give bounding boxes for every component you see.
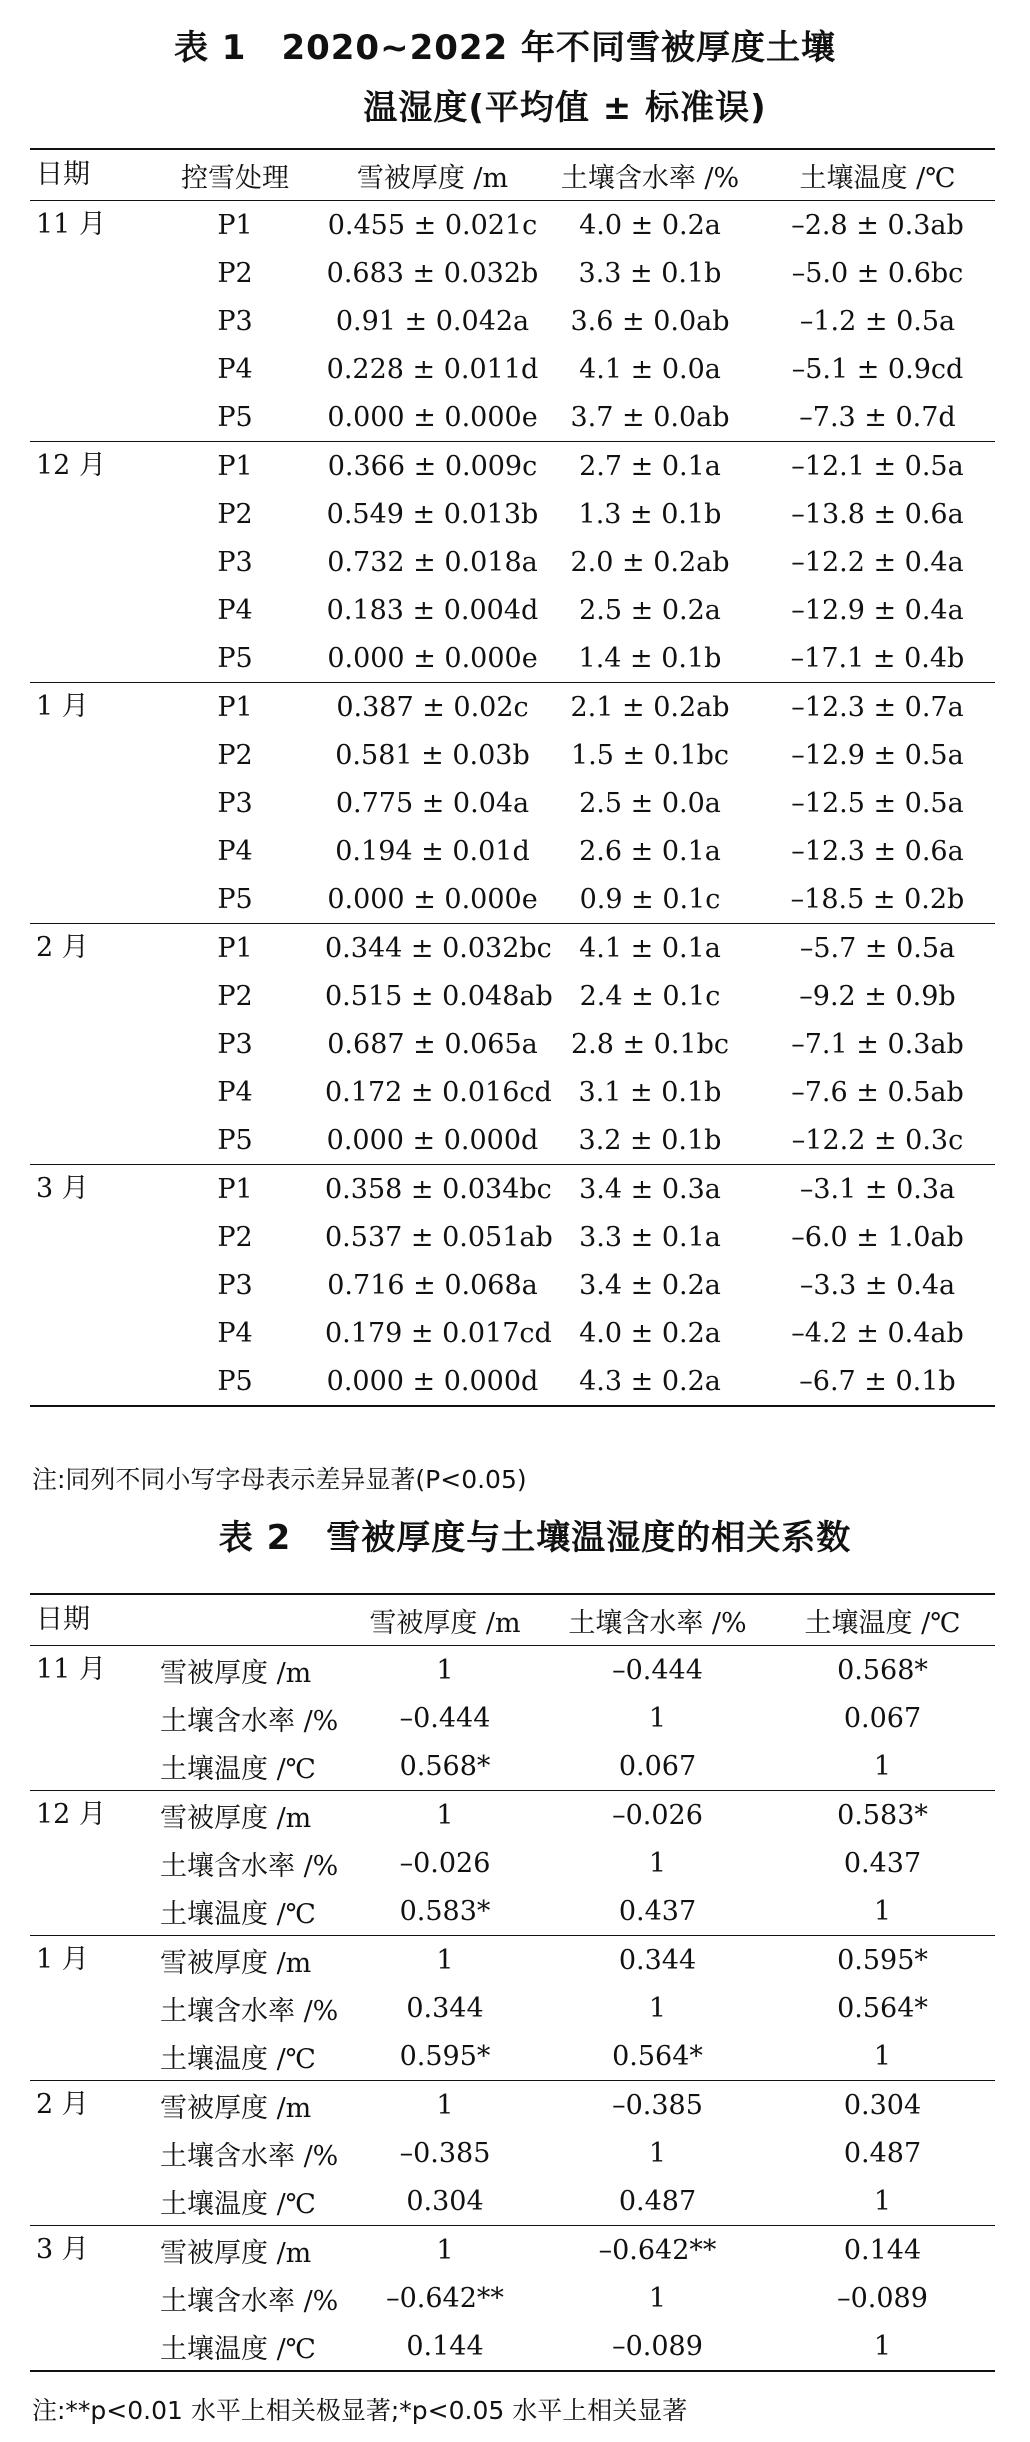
- table2-month-spacer: [30, 2274, 130, 2322]
- table2-cell-col1: 土壤含水率 /%: [160, 2140, 339, 2172]
- table1-cell-col2: 0.687 ± 0.065a: [327, 1028, 538, 1060]
- table2-body: [30, 1646, 995, 2372]
- table1-cell-col1: P2: [217, 739, 253, 771]
- table1-cell-col1: P4: [217, 1076, 253, 1108]
- table1-cell-col1: P5: [217, 883, 253, 915]
- table2-cell-col4: 1: [873, 2040, 892, 2072]
- table2-cell-col3: 1: [648, 2137, 667, 2169]
- table2-cell-col1: 雪被厚度 /m: [160, 1947, 312, 1979]
- table1-row: [30, 683, 995, 732]
- table2-cell-col1: 土壤温度 /℃: [160, 1898, 316, 1930]
- table2-cell-col1: 雪被厚度 /m: [160, 2092, 312, 2124]
- table1-cell-col3: 2.8 ± 0.1bc: [570, 1028, 730, 1060]
- table1-month-spacer: [30, 1068, 145, 1116]
- table1-cell-col3: 0.9 ± 0.1c: [579, 883, 721, 915]
- table1-cell-col1: P2: [217, 980, 253, 1012]
- table1-month-spacer: [30, 827, 145, 875]
- table2-cell-col3: –0.026: [612, 1799, 703, 1831]
- table1-header-treatment: 控雪处理: [181, 162, 289, 194]
- table1-cell-col4: –12.2 ± 0.4a: [791, 546, 964, 578]
- table2-month-spacer: [30, 1984, 130, 2032]
- table1-row: [30, 1213, 995, 1261]
- table2-cell-col4: –0.089: [837, 2282, 928, 2314]
- table2-row: [30, 1694, 995, 1742]
- table1-header-row: [30, 149, 995, 201]
- table2-cell-col4: 0.067: [843, 1702, 922, 1734]
- table2-cell-col1: 土壤温度 /℃: [160, 2043, 316, 2075]
- table1-cell-col4: –7.6 ± 0.5ab: [791, 1076, 964, 1108]
- table1-cell-col3: 3.4 ± 0.3a: [579, 1173, 721, 1205]
- table1-month-spacer: [30, 538, 145, 586]
- table2-cell-col4: 0.595*: [837, 1944, 928, 1976]
- table1-cell-col3: 2.4 ± 0.1c: [579, 980, 721, 1012]
- table1-month-label: 2 月: [36, 932, 89, 963]
- table2-row: [30, 2226, 995, 2275]
- table2-cell-col2: 0.568*: [399, 1750, 491, 1782]
- table2-month-spacer: [30, 1742, 130, 1791]
- table1-cell-col1: P5: [217, 642, 253, 674]
- table2-month-spacer: [30, 1887, 130, 1936]
- table1-cell-col1: P3: [217, 787, 253, 819]
- table1-row: [30, 779, 995, 827]
- table1-cell-col2: 0.537 ± 0.051ab: [325, 1221, 553, 1253]
- table1-cell-col3: 4.0 ± 0.2a: [579, 209, 721, 241]
- table2-title: 表 2 雪被厚度与土壤温湿度的相关系数: [218, 1518, 852, 1558]
- table2-row: [30, 1839, 995, 1887]
- table2-month-label: 12 月: [36, 1799, 106, 1830]
- table2-row: [30, 2274, 995, 2322]
- table1-cell-col3: 4.1 ± 0.0a: [579, 353, 721, 385]
- table1-cell-col3: 3.6 ± 0.0ab: [570, 305, 730, 337]
- table1-row: [30, 827, 995, 875]
- table2-cell-col2: –0.642**: [386, 2282, 504, 2314]
- table2-cell-col2: 1: [436, 2234, 454, 2266]
- table1-cell-col3: 3.2 ± 0.1b: [578, 1124, 722, 1156]
- table2-month-spacer: [30, 2177, 130, 2226]
- table2-month-spacer: [30, 1839, 130, 1887]
- table2-cell-col3: 0.067: [618, 1750, 697, 1782]
- table1-cell-col1: P2: [217, 1221, 253, 1253]
- table1-row: [30, 249, 995, 297]
- table2-cell-col3: –0.385: [612, 2089, 703, 2121]
- table1-cell-col3: 1.5 ± 0.1bc: [570, 739, 730, 771]
- table2-row: [30, 1936, 995, 1985]
- table2-cell-col4: 0.487: [843, 2137, 922, 2169]
- table1: [30, 148, 995, 1407]
- table1-cell-col4: –12.9 ± 0.5a: [791, 739, 964, 771]
- table2-cell-col1: 土壤温度 /℃: [160, 2333, 316, 2365]
- table2-cell-col2: 0.595*: [399, 2040, 491, 2072]
- table1-cell-col3: 1.3 ± 0.1b: [578, 498, 722, 530]
- table1-cell-col1: P4: [217, 594, 253, 626]
- table2: [30, 1593, 995, 2372]
- table1-header-date: 日期: [36, 159, 90, 190]
- table1-month-spacer: [30, 634, 145, 683]
- table1-cell-col2: 0.455 ± 0.021c: [327, 209, 538, 241]
- table1-month-spacer: [30, 1213, 145, 1261]
- table1-cell-col4: –1.2 ± 0.5a: [799, 305, 956, 337]
- table1-cell-col1: P5: [217, 401, 253, 433]
- table2-row: [30, 1742, 995, 1791]
- table2-cell-col2: –0.026: [399, 1847, 491, 1879]
- table1-cell-col3: 3.7 ± 0.0ab: [570, 401, 730, 433]
- table2-cell-col1: 土壤温度 /℃: [160, 2188, 316, 2220]
- table1-header-snow: 雪被厚度 /m: [356, 162, 509, 194]
- table2-cell-col1: 土壤含水率 /%: [160, 1705, 339, 1737]
- table2-month-spacer: [30, 2032, 130, 2081]
- table1-cell-col1: P1: [217, 450, 253, 482]
- table2-cell-col4: 1: [873, 2185, 892, 2217]
- table2-row: [30, 1887, 995, 1936]
- table1-cell-col2: 0.228 ± 0.011d: [326, 353, 539, 385]
- table1-cell-col1: P2: [217, 257, 253, 289]
- table1-cell-col2: 0.716 ± 0.068a: [327, 1269, 538, 1301]
- table2-cell-col2: 0.583*: [399, 1895, 491, 1927]
- table1-row: [30, 1261, 995, 1309]
- table1-cell-col2: 0.172 ± 0.016cd: [325, 1076, 552, 1108]
- table1-month-spacer: [30, 1116, 145, 1165]
- table1-row: [30, 442, 995, 491]
- table1-cell-col1: P5: [217, 1365, 253, 1397]
- table1-cell-col4: –6.7 ± 0.1b: [799, 1365, 956, 1397]
- table2-header-date: 日期: [36, 1604, 90, 1635]
- table2-cell-col3: –0.444: [612, 1654, 703, 1686]
- table1-cell-col4: –12.2 ± 0.3c: [791, 1124, 964, 1156]
- table1-month-spacer: [30, 1357, 145, 1406]
- table1-cell-col4: –7.1 ± 0.3ab: [791, 1028, 964, 1060]
- table2-cell-col4: 1: [873, 2330, 892, 2362]
- table1-cell-col4: –12.3 ± 0.7a: [791, 691, 964, 723]
- table2-cell-col1: 雪被厚度 /m: [160, 1802, 312, 1834]
- table1-note: [32, 1464, 527, 1496]
- table1-cell-col1: P3: [217, 305, 253, 337]
- table1-header-temperature: 土壤温度 /℃: [799, 162, 956, 194]
- table1-cell-col2: 0.000 ± 0.000e: [327, 401, 538, 433]
- table1-cell-col4: –4.2 ± 0.4ab: [791, 1317, 964, 1349]
- table2-cell-col3: 1: [648, 1702, 667, 1734]
- table1-cell-col4: –5.1 ± 0.9cd: [791, 353, 964, 385]
- table1-cell-col3: 2.6 ± 0.1a: [579, 835, 721, 867]
- table1-cell-col2: 0.387 ± 0.02c: [336, 691, 529, 723]
- table1-cell-col4: –12.5 ± 0.5a: [791, 787, 964, 819]
- table1-cell-col3: 3.1 ± 0.1b: [578, 1076, 722, 1108]
- table2-cell-col4: 0.583*: [837, 1799, 928, 1831]
- table1-cell-col2: 0.683 ± 0.032b: [326, 257, 539, 289]
- table1-row: [30, 875, 995, 924]
- table2-cell-col2: 1: [436, 1799, 454, 1831]
- table1-cell-col1: P4: [217, 353, 253, 385]
- table2-cell-col3: 1: [648, 1992, 667, 2024]
- table1-month-spacer: [30, 972, 145, 1020]
- table1-cell-col4: –12.1 ± 0.5a: [791, 450, 964, 482]
- table1-cell-col2: 0.366 ± 0.009c: [327, 450, 538, 482]
- table2-cell-col2: 0.304: [406, 2185, 484, 2217]
- table1-cell-col3: 2.5 ± 0.0a: [579, 787, 721, 819]
- table2-cell-col3: –0.642**: [598, 2234, 717, 2266]
- table2-cell-col2: 1: [436, 2089, 454, 2121]
- table1-month-label: 12 月: [36, 450, 106, 481]
- table1-cell-col4: –6.0 ± 1.0ab: [791, 1221, 964, 1253]
- table1-cell-col2: 0.000 ± 0.000e: [327, 883, 538, 915]
- table1-row: [30, 1357, 995, 1406]
- table1-month-spacer: [30, 1309, 145, 1357]
- table2-cell-col4: 1: [873, 1750, 892, 1782]
- table2-cell-col4: 0.304: [843, 2089, 922, 2121]
- table2-header-blank: [130, 1594, 345, 1646]
- table2-cell-col3: 0.564*: [612, 2040, 703, 2072]
- table1-cell-col2: 0.91 ± 0.042a: [335, 305, 530, 337]
- table2-cell-col3: 1: [648, 1847, 667, 1879]
- table1-cell-col4: –5.7 ± 0.5a: [799, 932, 956, 964]
- table2-header-row: [30, 1594, 995, 1646]
- table1-cell-col1: P4: [217, 1317, 253, 1349]
- table1-row: [30, 586, 995, 634]
- table2-cell-col1: 雪被厚度 /m: [160, 1657, 312, 1689]
- table1-cell-col2: 0.183 ± 0.004d: [326, 594, 539, 626]
- table1-row: [30, 1116, 995, 1165]
- table2-cell-col1: 雪被厚度 /m: [160, 2237, 312, 2269]
- table2-cell-col1: 土壤含水率 /%: [160, 1995, 339, 2027]
- table1-body: [30, 201, 995, 1407]
- table1-row: [30, 1165, 995, 1214]
- table1-cell-col2: 0.000 ± 0.000e: [327, 642, 538, 674]
- table1-cell-col2: 0.775 ± 0.04a: [335, 787, 530, 819]
- table2-month-spacer: [30, 2129, 130, 2177]
- table1-cell-col1: P3: [217, 546, 253, 578]
- table2-cell-col3: –0.089: [612, 2330, 703, 2362]
- table2-cell-col4: 0.144: [843, 2234, 922, 2266]
- table2-note: [32, 2395, 687, 2427]
- table2-month-spacer: [30, 1694, 130, 1742]
- table2-row: [30, 2322, 995, 2371]
- table1-cell-col4: –3.1 ± 0.3a: [799, 1173, 956, 1205]
- table1-cell-col3: 1.4 ± 0.1b: [578, 642, 722, 674]
- table2-cell-col2: –0.385: [399, 2137, 491, 2169]
- table1-month-spacer: [30, 1020, 145, 1068]
- table2-row: [30, 1791, 995, 1840]
- table2-cell-col4: 0.564*: [837, 1992, 928, 2024]
- table1-cell-col3: 4.1 ± 0.1a: [579, 932, 721, 964]
- table2-cell-col3: 0.437: [618, 1895, 697, 1927]
- table1-month-label: 3 月: [36, 1173, 89, 1204]
- table2-cell-col4: 1: [873, 1895, 892, 1927]
- table1-cell-col3: 4.0 ± 0.2a: [579, 1317, 721, 1349]
- table1-cell-col2: 0.732 ± 0.018a: [327, 546, 538, 578]
- table2-month-label: 1 月: [36, 1944, 89, 1975]
- table1-cell-col3: 3.3 ± 0.1a: [579, 1221, 721, 1253]
- table1-cell-col2: 0.000 ± 0.000d: [326, 1124, 539, 1156]
- table1-row: [30, 201, 995, 250]
- table1-cell-col3: 2.5 ± 0.2a: [579, 594, 721, 626]
- table1-row: [30, 1068, 995, 1116]
- table1-cell-col4: –7.3 ± 0.7d: [799, 401, 956, 433]
- table2-row: [30, 2032, 995, 2081]
- table2-cell-col1: 土壤温度 /℃: [160, 1753, 316, 1785]
- table1-cell-col1: P5: [217, 1124, 253, 1156]
- table1-note-text: 注:同列不同小写字母表示差异显著(P<0.05): [32, 1465, 527, 1494]
- table2-month-label: 3 月: [36, 2234, 89, 2265]
- table1-row: [30, 731, 995, 779]
- table1-month-spacer: [30, 731, 145, 779]
- table1-month-spacer: [30, 586, 145, 634]
- table1-cell-col3: 4.3 ± 0.2a: [579, 1365, 721, 1397]
- table2-row: [30, 1984, 995, 2032]
- table2-row: [30, 1646, 995, 1695]
- table1-cell-col4: –18.5 ± 0.2b: [790, 883, 965, 915]
- table1-header-moisture: 土壤含水率 /%: [560, 162, 740, 194]
- table1-row: [30, 924, 995, 973]
- table1-cell-col1: P2: [217, 498, 253, 530]
- table1-cell-col4: –17.1 ± 0.4b: [790, 642, 965, 674]
- table2-header-temperature: 土壤温度 /℃: [804, 1607, 961, 1639]
- table1-month-spacer: [30, 297, 145, 345]
- table2-cell-col2: 0.344: [406, 1992, 484, 2024]
- table1-month-label: 1 月: [36, 691, 89, 722]
- table2-cell-col2: 1: [436, 1944, 454, 1976]
- table2-row: [30, 2129, 995, 2177]
- table1-cell-col4: –9.2 ± 0.9b: [799, 980, 956, 1012]
- table1-cell-col1: P1: [217, 1173, 253, 1205]
- table1-cell-col2: 0.515 ± 0.048ab: [325, 980, 553, 1012]
- table1-month-label: 11 月: [36, 209, 106, 240]
- table2-month-spacer: [30, 2322, 130, 2371]
- table1-cell-col4: –12.3 ± 0.6a: [791, 835, 964, 867]
- table2-note-text: 注:**p<0.01 水平上相关极显著;*p<0.05 水平上相关显著: [32, 2396, 688, 2425]
- table1-cell-col2: 0.194 ± 0.01d: [335, 835, 530, 867]
- table1-month-spacer: [30, 345, 145, 393]
- table1-month-spacer: [30, 249, 145, 297]
- table1-cell-col4: –13.8 ± 0.6a: [791, 498, 964, 530]
- table1-cell-col2: 0.549 ± 0.013b: [326, 498, 539, 530]
- table2-cell-col2: 1: [436, 1654, 454, 1686]
- table1-cell-col2: 0.344 ± 0.032bc: [325, 932, 552, 964]
- table2-header-snow: 雪被厚度 /m: [369, 1607, 521, 1639]
- table1-cell-col4: –2.8 ± 0.3ab: [791, 209, 964, 241]
- table2-cell-col2: –0.444: [399, 1702, 491, 1734]
- table1-cell-col4: –5.0 ± 0.6bc: [791, 257, 964, 289]
- table1-row: [30, 972, 995, 1020]
- table1-cell-col1: P1: [217, 209, 253, 241]
- table1-row: [30, 490, 995, 538]
- table2-cell-col1: 土壤含水率 /%: [160, 1850, 339, 1882]
- table1-cell-col1: P1: [217, 932, 253, 964]
- table2-cell-col3: 0.487: [618, 2185, 697, 2217]
- table1-cell-col1: P3: [217, 1269, 253, 1301]
- table1-row: [30, 538, 995, 586]
- table2-cell-col3: 0.344: [618, 1944, 697, 1976]
- table1-cell-col3: 2.7 ± 0.1a: [579, 450, 721, 482]
- table1-cell-col3: 2.1 ± 0.2ab: [570, 691, 730, 723]
- table2-header-moisture: 土壤含水率 /%: [568, 1607, 747, 1639]
- table1-title-line1: 表 1 2020~2022 年不同雪被厚度土壤: [173, 28, 837, 68]
- table1-row: [30, 634, 995, 683]
- table2-month-label: 11 月: [36, 1654, 106, 1685]
- table1-cell-col4: –3.3 ± 0.4a: [799, 1269, 956, 1301]
- table1-month-spacer: [30, 393, 145, 442]
- table2-month-label: 2 月: [36, 2089, 89, 2120]
- table1-row: [30, 345, 995, 393]
- table2-row: [30, 2081, 995, 2130]
- table1-cell-col2: 0.358 ± 0.034bc: [325, 1173, 552, 1205]
- table1-cell-col1: P4: [217, 835, 253, 867]
- table1-cell-col2: 0.179 ± 0.017cd: [325, 1317, 552, 1349]
- table1-cell-col1: P1: [217, 691, 253, 723]
- table2-cell-col2: 0.144: [406, 2330, 484, 2362]
- table1-cell-col3: 3.4 ± 0.2a: [579, 1269, 721, 1301]
- table1-month-spacer: [30, 490, 145, 538]
- table1-cell-col4: –12.9 ± 0.4a: [791, 594, 964, 626]
- table1-month-spacer: [30, 779, 145, 827]
- table1-row: [30, 1309, 995, 1357]
- table1-cell-col3: 3.3 ± 0.1b: [578, 257, 722, 289]
- table1-cell-col1: P3: [217, 1028, 253, 1060]
- table2-cell-col3: 1: [648, 2282, 667, 2314]
- table1-row: [30, 393, 995, 442]
- table2-cell-col4: 0.437: [843, 1847, 922, 1879]
- table1-row: [30, 1020, 995, 1068]
- table1-cell-col2: 0.581 ± 0.03b: [335, 739, 530, 771]
- table1-title-line2: 温湿度(平均值 ± 标准误): [363, 88, 767, 128]
- table1-month-spacer: [30, 875, 145, 924]
- table1-cell-col3: 2.0 ± 0.2ab: [570, 546, 730, 578]
- table1-cell-col2: 0.000 ± 0.000d: [326, 1365, 539, 1397]
- table2-cell-col4: 0.568*: [837, 1654, 928, 1686]
- table2-cell-col1: 土壤含水率 /%: [160, 2285, 339, 2317]
- table1-row: [30, 297, 995, 345]
- table2-row: [30, 2177, 995, 2226]
- table1-month-spacer: [30, 1261, 145, 1309]
